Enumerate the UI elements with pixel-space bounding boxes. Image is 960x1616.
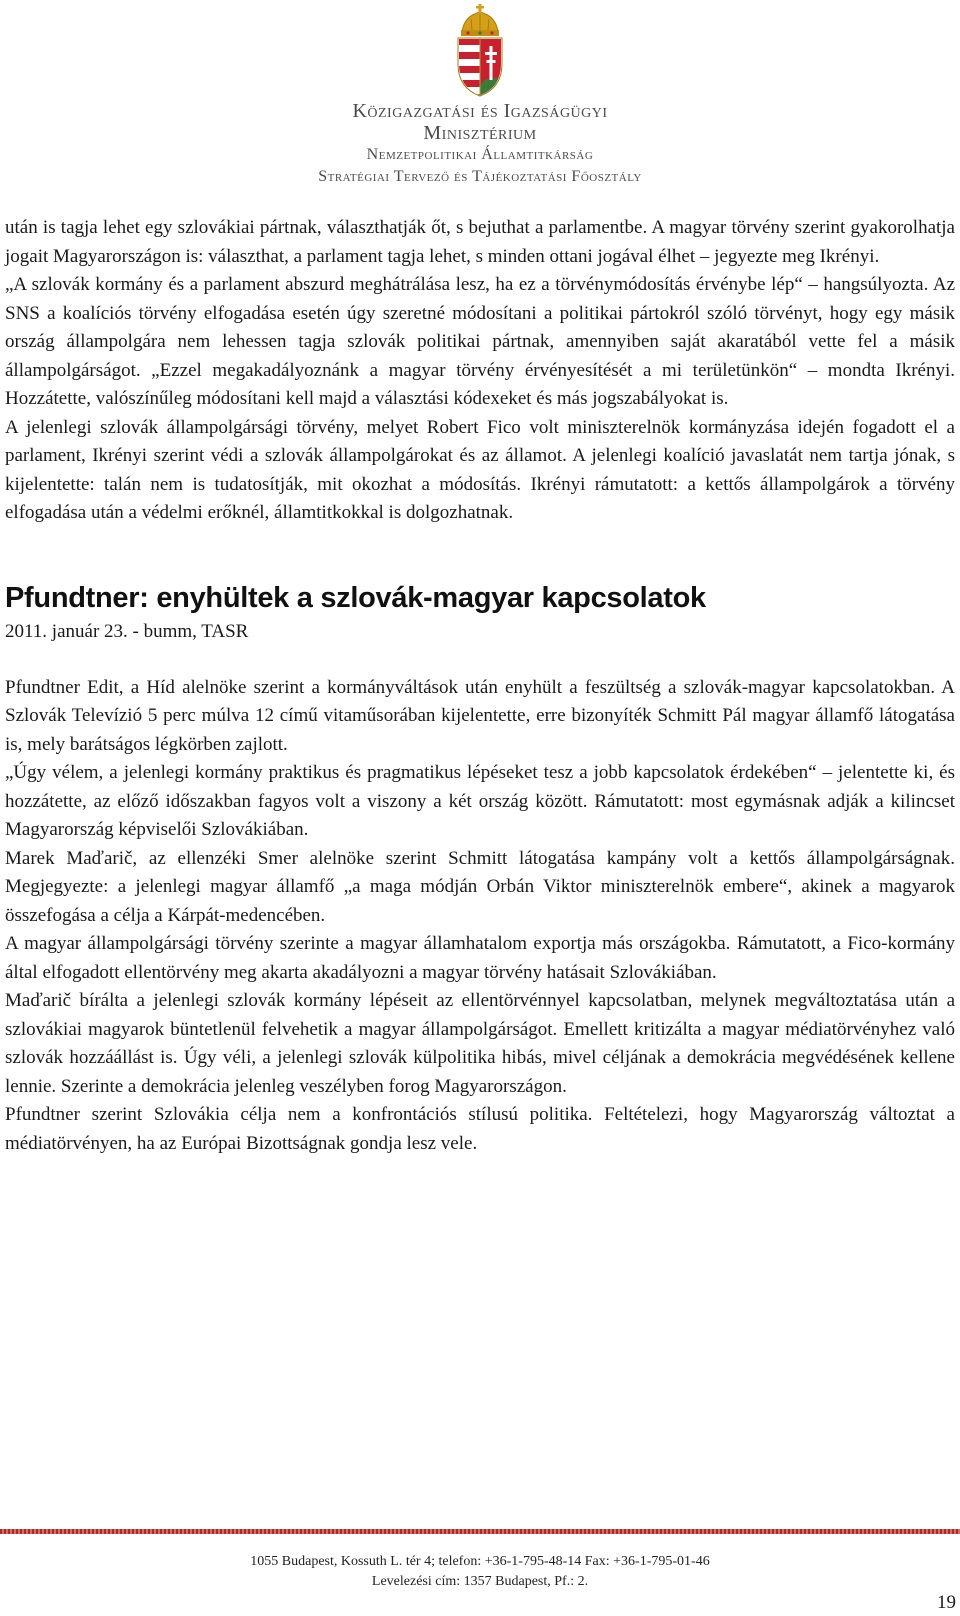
footer-divider: [0, 1529, 960, 1534]
paragraph: „Úgy vélem, a jelenlegi kormány praktikus és pragmatikus lépéseket tesz a jobb kapcsolatok érdekében“ – jelentette ki, és hozzátette, az előző időszakban fagyos volt a viszony a két ország között. Rámutatott: most egymásnak adják a kilincset Magyarország képviselői Szlovákiában.: [5, 762, 955, 840]
paragraph: A jelenlegi szlovák állampolgársági törvény, melyet Robert Fico volt miniszterelnök kormányzása idején fogadott el a parlament, Ikrényi szerint védi a szlovák állampolgárokat és az államot. A jelenlegi koalíció javaslatát nem tartja jónak, s kijelentette: talán nem is tudatosítják, mit okozhat a módosítás. Ikrényi rámutatott: a kettős állampolgárok a törvény elfogadása után a védelmi erőknél, államtitkokkal is dolgozhatnak.: [5, 416, 955, 523]
hungarian-coat-of-arms-icon: [452, 2, 508, 98]
article-continuation: [5, 214, 955, 528]
paragraph: Pfundtner Edit, a Híd alelnöke szerint a kormányváltások után enyhült a feszültség a szlovák-magyar kapcsolatokban. A Szlovák Televízió 5 perc múlva 12 című vitaműsorában kijelentette, erre bizonyíték Schmitt Pál magyar államfő látogatása is, mely barátságos légkörben zajlott.: [5, 676, 955, 755]
ministry-name-line1: Közigazgatási és Igazságügyi: [352, 100, 608, 122]
ministry-division-line: Stratégiai Tervező és Tájékoztatási Főosztály: [318, 168, 642, 185]
article-pfundtner: [5, 580, 955, 1159]
paragraph: Pfundtner szerint Szlovákia célja nem a konfrontációs stílusú politika. Feltételezi, hogy Magyarország változtat a médiatörvényen, ha az Európai Bizottságnak gondja lesz vele.: [5, 1104, 955, 1154]
document-header: [0, 0, 960, 200]
paragraph: Maďarič bírálta a jelenlegi szlovák kormány lépéseit az ellentörvénnyel kapcsolatban, melynek megváltoztatása után a szlovákiai magyarok büntetlenül felvehetik a magyar állampolgárságot. Emellett kritizálta a magyar médiatörvényhez való szlovák hozzáállást is. Úgy véli, a jelenlegi szlovák külpolitika hibás, mivel céljának a demokrácia megvédésének kellene lennie. Szerinte a demokrácia jelenleg veszélyben forog Magyarországon.: [5, 990, 955, 1097]
article-headline: Pfundtner: enyhültek a szlovák-magyar kapcsolatok: [5, 581, 706, 614]
document-body: [5, 214, 955, 1158]
footer-postal-address: Levelezési cím: 1357 Budapest, Pf.: 2.: [371, 1574, 589, 1589]
crown-icon: [461, 4, 499, 36]
ministry-name-block: [0, 100, 960, 188]
article-dateline: 2011. január 23. - bumm, TASR: [5, 620, 249, 642]
paragraph: „A szlovák kormány és a parlament abszurd meghátrálása lesz, ha ez a törvénymódosítás érvénybe lép“ – hangsúlyozta. Az SNS a koalíciós törvény elfogadása esetén úgy szeretné módosítani a politikai pártokról szóló törvényt, hogy egy másik ország állampolgára nem lehessen tagja szlovák politikai pártnak, amennyiben saját akaratából vette fel a másik állampolgárságot. „Ezzel megakadályoznánk a magyar törvény érvényesítését a mi területünkön“ – mondta Ikrényi. Hozzátette, valószínűleg módosítani kell majd a választási kódexeket és más jogszabályokat is.: [5, 274, 955, 409]
shield-icon: [458, 38, 502, 98]
paragraph: Marek Maďarič, az ellenzéki Smer alelnöke szerint Schmitt látogatása kampány volt a kettős állampolgárságnak. Megjegyezte: a jelenlegi magyar államfő „a maga módján Orbán Viktor miniszterelnök embere“, akinek a magyarok összefogása a célja a Kárpát-medencében.: [5, 847, 955, 926]
footer-address: 1055 Budapest, Kossuth L. tér 4; telefon: +36-1-795-48-14 Fax: +36-1-795-01-46: [250, 1554, 710, 1569]
ministry-department-line: Nemzetpolitikai Államtitkárság: [366, 146, 594, 163]
paragraph: után is tagja lehet egy szlovákiai pártnak, választhatják őt, s bejuthat a parlamentbe. A magyar törvény szerint gyakorolhatja jogait Magyarországon is: választhat, a parlament tagja lehet, s minden ottani jogával élhet – jegyezte meg Ikrényi.: [5, 217, 955, 267]
page-number: 19: [937, 1592, 956, 1613]
ministry-name-line2: Minisztérium: [423, 122, 537, 144]
paragraph: A magyar állampolgársági törvény szerinte a magyar államhatalom exportja más országokba. Rámutatott, a Fico-kormány által elfogadott ellentörvény meg akarta akadályozni a magyar törvény hatásait Szlovákiában.: [5, 933, 955, 983]
